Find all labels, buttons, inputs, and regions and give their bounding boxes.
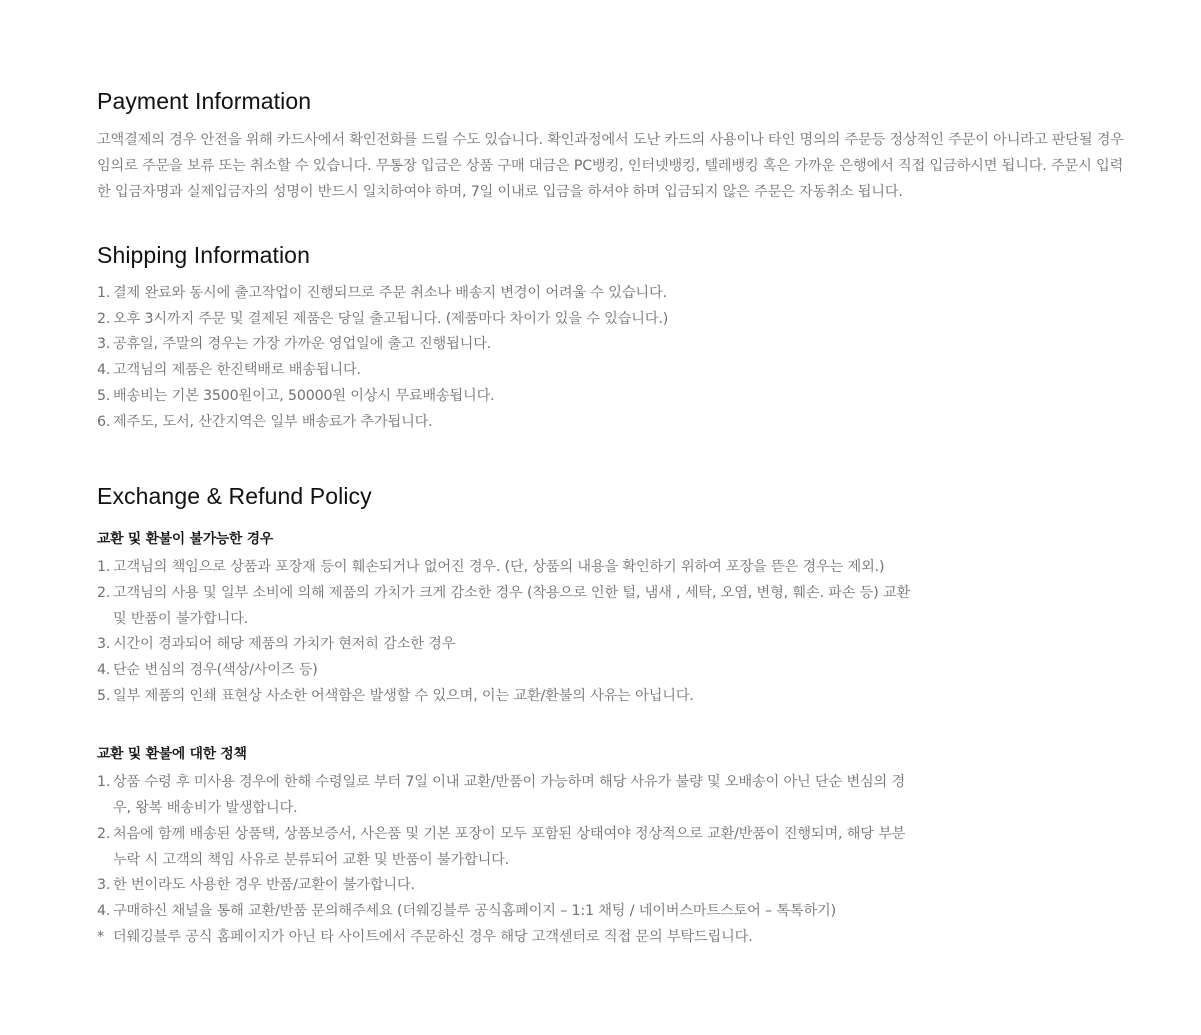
list-item-text: 일부 제품의 인쇄 표현상 사소한 어색함은 발생할 수 있으며, 이는 교환/환불의 사유는 아닙니다. (113, 687, 694, 704)
list-item-number: 4. (97, 662, 111, 679)
list-item (97, 555, 917, 581)
list-item-number: 3. (97, 636, 111, 653)
list-item (97, 307, 917, 333)
list-item (97, 770, 917, 821)
list-item-text: 고객님의 제품은 한진택배로 배송됩니다. (113, 362, 361, 379)
list-item-number: 6. (97, 413, 111, 430)
list-item (97, 410, 917, 436)
list-item (97, 873, 917, 899)
payment-section (97, 84, 1201, 205)
list-item (97, 822, 917, 873)
list-item-number: 5. (97, 687, 111, 704)
list-item-text: 시간이 경과되어 해당 제품의 가치가 현저히 감소한 경우 (113, 636, 456, 653)
list-item (97, 899, 917, 925)
list-item (97, 684, 917, 710)
list-item-text: 처음에 함께 배송된 상품택, 상품보증서, 사은품 및 기본 포장이 모두 포함된 상태여야 정상적으로 교환/반품이 진행되며, 해당 부분 누락 시 고객의 책임 사유로 분류되어 교환 및 반품이 불가합니다. (113, 825, 906, 868)
list-item-text: 한 번이라도 사용한 경우 반품/교환이 불가합니다. (113, 877, 415, 894)
payment-title: Payment Information (97, 88, 312, 114)
shipping-list (97, 281, 917, 435)
not-possible-list (97, 555, 917, 709)
list-item-number: 3. (97, 336, 111, 353)
list-item (97, 384, 917, 410)
list-item-number: 2. (97, 310, 111, 327)
list-item-text: 결제 완료와 동시에 출고작업이 진행되므로 주문 취소나 배송지 변경이 어려울 수 있습니다. (113, 285, 667, 301)
list-item-number: 4. (97, 902, 111, 919)
list-item-text: 공휴일, 주말의 경우는 가장 가까운 영업일에 출고 진행됩니다. (113, 336, 492, 353)
shipping-section (97, 238, 1201, 435)
not-possible-subtitle: 교환 및 환불이 불가능한 경우 (97, 531, 273, 548)
list-item (97, 581, 917, 632)
exchange-section (97, 479, 1201, 950)
list-item-text: 고객님의 사용 및 일부 소비에 의해 제품의 가치가 크게 감소한 경우 (착용으로 인한 털, 냄새 , 세탁, 오염, 변형, 훼손. 파손 등) 교환 및 반품이 불가합니다. (113, 584, 911, 627)
list-item-number: 2. (97, 584, 111, 601)
list-item (97, 358, 917, 384)
list-item-number: 5. (97, 387, 111, 404)
list-item-text: 구매하신 채널을 통해 교환/반품 문의해주세요 (더웨깅블루 공식홈페이지 – 1:1 채팅 / 네이버스마트스토어 – 톡톡하기) (113, 902, 836, 919)
policy-list (97, 770, 917, 950)
list-item-number: 1. (97, 559, 111, 576)
list-item-number: * (97, 928, 104, 945)
list-item (97, 332, 917, 358)
payment-text: 고액결제의 경우 안전을 위해 카드사에서 확인전화를 드릴 수도 있습니다. 확인과정에서 도난 카드의 사용이나 타인 명의의 주문등 정상적인 주문이 아니라고 판단될 경우 임의로 주문을 보류 또는 취소할 수 있습니다. 무통장 입금은 상품 구매 대금은 PC뱅킹, 인터넷뱅킹, 텔레뱅킹 혹은 가까운 은행에서 직접 입금하시면 됩니다. 주문시 입력한 입금자명과 실제입금자의 성명이 반드시 일치하여야 하며, 7일 이내로 입금을 하셔야 하며 입금되지 않은 주문은 자동취소 됩니다. (97, 132, 1124, 200)
list-item-text: 오후 3시까지 주문 및 결제된 제품은 당일 출고됩니다. (제품마다 차이가 있을 수 있습니다.) (113, 310, 669, 327)
list-item-number: 2. (97, 825, 111, 842)
list-item-text: 더웨깅블루 공식 홈페이지가 아닌 타 사이트에서 주문하신 경우 해당 고객센터로 직접 문의 부탁드립니다. (113, 928, 753, 945)
list-item-number: 1. (97, 774, 111, 791)
list-item-text: 상품 수령 후 미사용 경우에 한해 수령일로 부터 7일 이내 교환/반품이 가능하며 해당 사유가 불량 및 오배송이 아닌 단순 변심의 경우, 왕복 배송비가 발생합니다. (113, 774, 906, 817)
list-item (97, 925, 917, 951)
list-item (97, 281, 917, 307)
list-item-number: 3. (97, 877, 111, 894)
list-item-text: 제주도, 도서, 산간지역은 일부 배송료가 추가됩니다. (113, 413, 433, 430)
shipping-title: Shipping Information (97, 242, 310, 268)
list-item (97, 632, 917, 658)
list-item-text: 단순 변심의 경우(색상/사이즈 등) (113, 662, 318, 679)
policy-subtitle: 교환 및 환불에 대한 정책 (97, 746, 247, 763)
list-item-text: 배송비는 기본 3500원이고, 50000원 이상시 무료배송됩니다. (113, 387, 495, 404)
list-item-number: 4. (97, 362, 111, 379)
list-item-text: 고객님의 책임으로 상품과 포장재 등이 훼손되거나 없어진 경우. (단, 상품의 내용을 확인하기 위하여 포장을 뜯은 경우는 제외.) (113, 559, 885, 576)
list-item (97, 658, 917, 684)
list-item-number: 1. (97, 285, 111, 301)
exchange-title: Exchange & Refund Policy (97, 483, 372, 510)
